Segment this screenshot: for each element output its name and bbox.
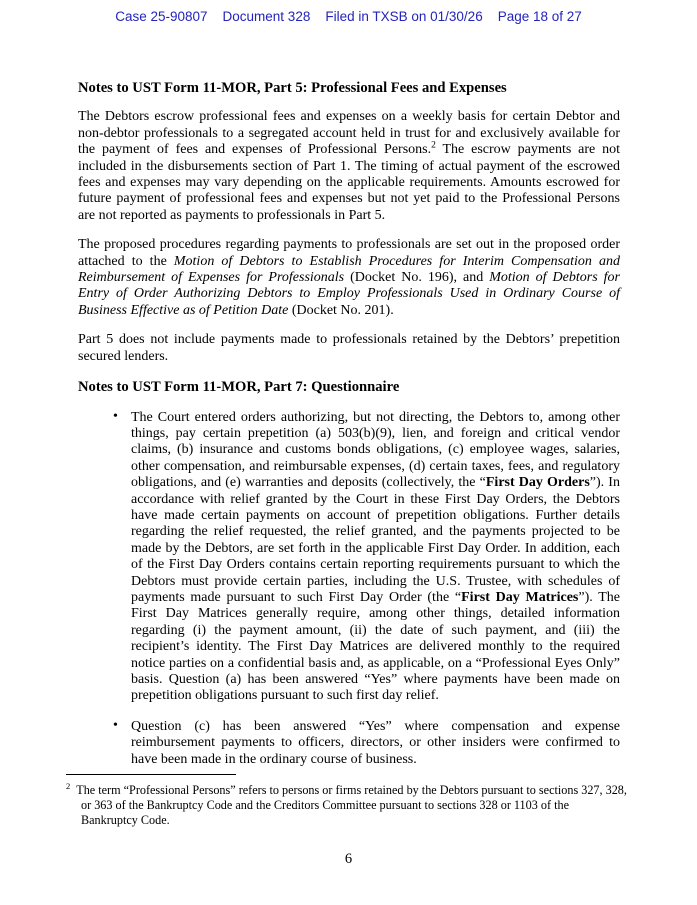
part5-heading: Notes to UST Form 11-MOR, Part 5: Professional Fees and Expenses — [78, 80, 507, 96]
document-body — [78, 80, 620, 768]
stamp-filed-date: Filed in TXSB on 01/30/26 — [325, 9, 483, 24]
footnote-text: The term “Professional Persons” refers to persons or firms retained by the Debtors pursuant to sections 327, 328, or 363 of the Bankruptcy Code and the Creditors Committee pursuant to sections 328 or 1103 of the Bankruptcy Code. — [76, 783, 627, 828]
list-item — [78, 719, 620, 768]
text-run: ”). The First Day Matrices generally require, among other things, detailed information regarding (i) the payment amount, (ii) the date of such payment, and (iii) the recipient’s identity. The First Day Matrices are delivered monthly to the required notice parties on a confidential basis and, as applicable, on a “Professional Eyes Only” basis. Question (a) has been answered “Yes” where payments have been made on prepetition obligations pursuant to such first day relief. — [131, 589, 620, 704]
list-item — [78, 410, 620, 705]
text-run: The escrow payments are not included in the disbursements section of Part 1. The timing of actual payment of the escrowed fees and expenses may vary depending on the applicable requirements. Amounts escrowed for future payment of professional fees and expenses but not yet paid to the Professional Persons are not reported as payments to professionals in Part 5. — [78, 142, 620, 223]
part7-heading: Notes to UST Form 11-MOR, Part 7: Questionnaire — [78, 379, 400, 396]
text-run: (Docket No. 196), and — [344, 270, 490, 286]
stamp-case-number: Case 25-90807 — [115, 9, 208, 24]
defined-term-first-day-orders: First Day Orders — [485, 475, 590, 491]
defined-term-first-day-matrices: First Day Matrices — [461, 589, 579, 605]
text-run: Question (c) has been answered “Yes” where compensation and expense reimbursement payments to officers, directors, or other insiders were confirmed to have been made in the ordinary course of business. — [131, 718, 620, 767]
bullet-icon: • — [113, 408, 118, 424]
text-run: (Docket No. 201). — [288, 302, 394, 318]
text-run: The Court entered orders authorizing, but not directing, the Debtors to, among other things, pay certain prepetition (a) 503(b)(9), lien, and foreign and critical vendor claims, (b) insurance and customs bonds obligations, (c) employee wages, salaries, other compensation, and reimbursable expenses, (d) certain taxes, fees, and regulatory obligations, and (e) warranties and deposits (collectively, the “ — [131, 409, 620, 491]
stamp-document-number: Document 328 — [222, 9, 311, 24]
part5-paragraph-3: Part 5 does not include payments made to professionals retained by the Debtors’ prepetition secured lenders. — [78, 332, 620, 364]
footnote-reference-2: 2 — [431, 140, 436, 151]
stamp-page-count: Page 18 of 27 — [497, 9, 582, 24]
case-stamp — [0, 9, 697, 24]
page-number: 6 — [344, 851, 353, 867]
part7-bullet-list — [78, 410, 620, 769]
text-run: ”). In accordance with relief granted by the Court in these First Day Orders, the Debtors have made certain payments on account of prepetition obligations. Further details regarding the relief requested, the relief granted, and the payments projected to be made by the Debtors, are set forth in the applicable First Day Order. In addition, each of the First Day Orders contains certain reporting requirements pursuant to which the Debtors must provide certain parties, including the U.S. Trustee, with schedules of payments made pursuant to such First Day Order (the “ — [131, 475, 620, 605]
text-run: The Debtors escrow professional fees and expenses on a weekly basis for certain Debtor and non-debtor professionals to a segregated account held in trust for and exclusively available for the payment of fees and expenses of Professional Persons. — [78, 109, 620, 158]
part5-paragraph-1 — [78, 109, 620, 224]
motion-citation-1: Motion of Debtors to Establish Procedures for Interim Compensation and Reimbursement of Expenses for Professionals — [78, 253, 620, 286]
footnote-block — [66, 774, 628, 829]
motion-citation-2: Motion of Debtors for Entry of Order Authorizing Debtors to Employ Professionals Used in Ordinary Course of Business Effective as of Petition Date — [78, 270, 621, 318]
bullet-icon: • — [113, 717, 118, 733]
text-run: The proposed procedures regarding payments to professionals are set out in the proposed order attached to the — [78, 237, 620, 269]
footnote-marker: 2 — [66, 780, 71, 791]
part5-paragraph-2 — [78, 237, 620, 319]
footnote-separator — [66, 774, 236, 775]
footnote-2 — [66, 780, 628, 829]
